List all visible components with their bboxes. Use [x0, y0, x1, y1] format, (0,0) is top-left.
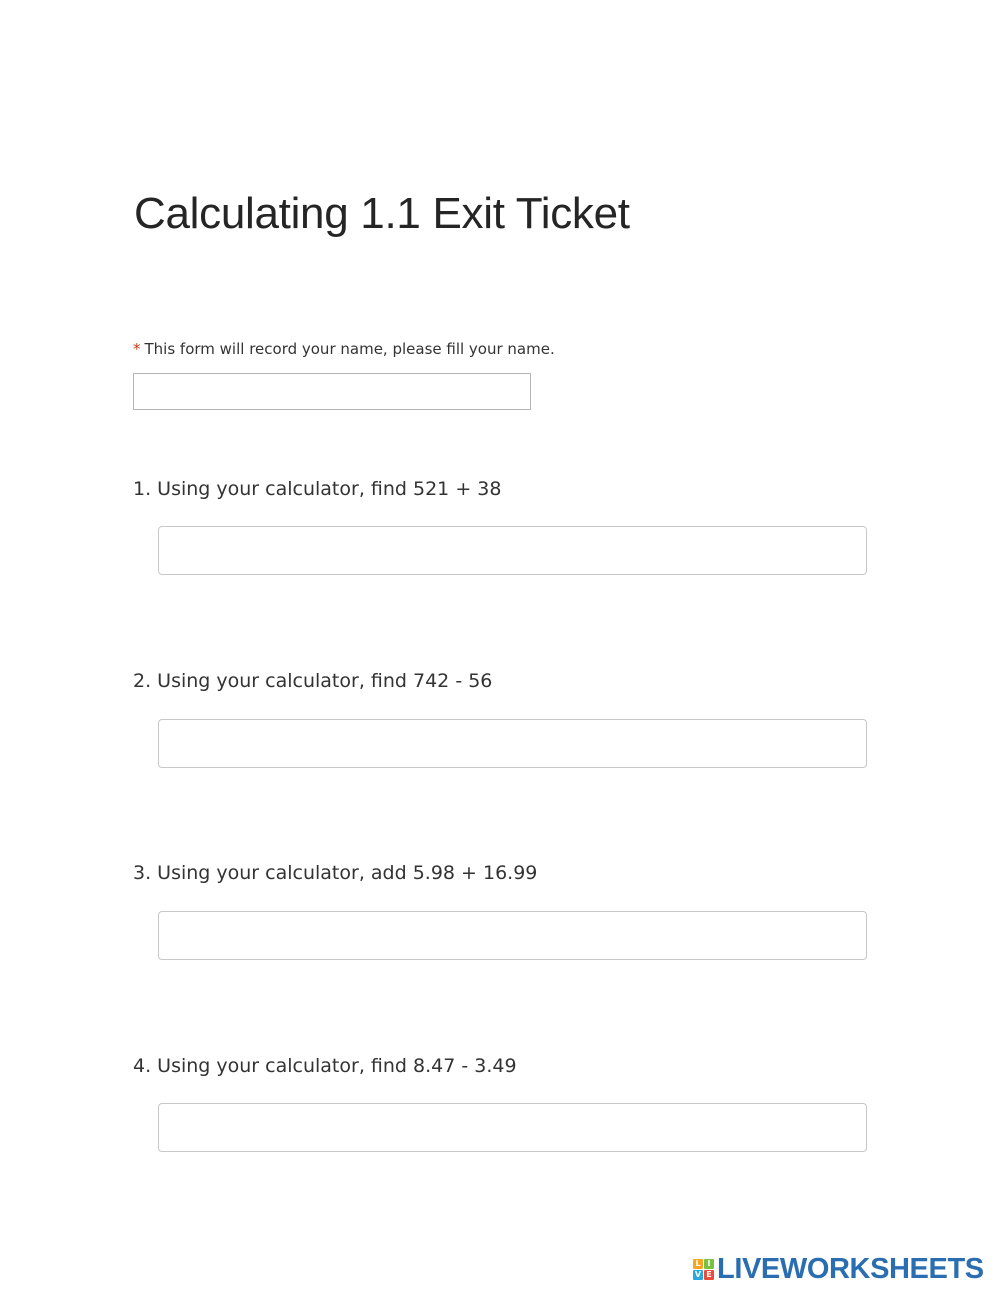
name-input[interactable] — [133, 373, 531, 410]
logo-tile-v: V — [694, 1269, 702, 1279]
question-2-title: 2. Using your calculator, find 742 - 56 — [133, 670, 493, 692]
question-2-answer-input[interactable] — [158, 719, 867, 768]
question-3-title: 3. Using your calculator, add 5.98 + 16.99 — [133, 862, 538, 884]
question-3-answer-input[interactable] — [158, 911, 867, 960]
question-1-answer-input[interactable] — [158, 526, 867, 575]
logo-tile-e: E — [704, 1270, 714, 1280]
brand-wordmark: LIVEWORKSHEETS — [717, 1253, 984, 1285]
question-4-answer-input[interactable] — [158, 1103, 867, 1152]
question-1-title: 1. Using your calculator, find 521 + 38 — [133, 478, 502, 500]
name-prompt-label: This form will record your name, please fill your name. — [144, 340, 555, 358]
required-marker: * — [133, 340, 141, 358]
liveworksheets-brand — [693, 1254, 984, 1284]
form-title: Calculating 1.1 Exit Ticket — [134, 189, 630, 238]
logo-tile-i: I — [704, 1259, 714, 1269]
question-4-title: 4. Using your calculator, find 8.47 - 3.49 — [133, 1055, 517, 1077]
name-prompt — [133, 338, 555, 360]
liveworksheets-logo-icon — [693, 1259, 714, 1280]
logo-tile-l: L — [693, 1259, 703, 1269]
